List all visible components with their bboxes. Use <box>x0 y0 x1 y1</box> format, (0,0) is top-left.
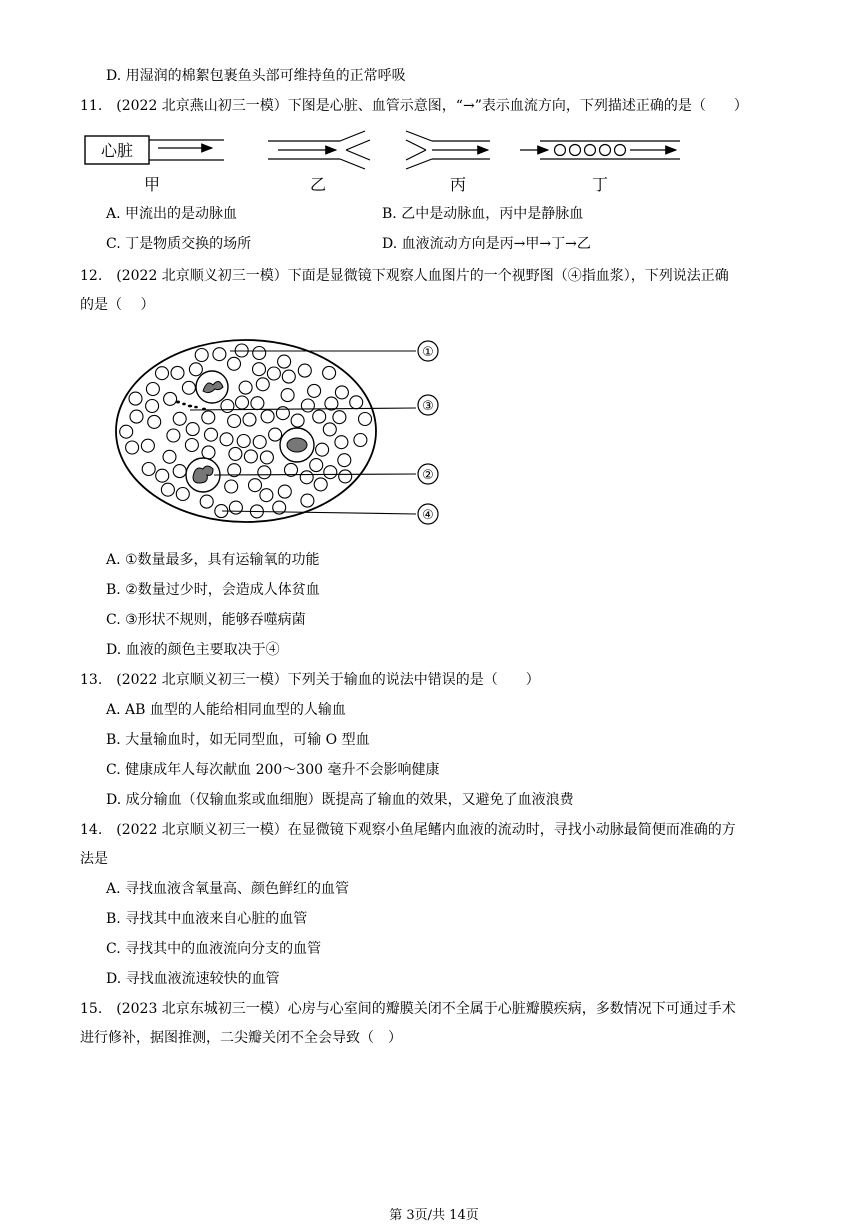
q11-figure <box>0 128 868 203</box>
callout-4 <box>418 504 438 524</box>
red-blood-cell <box>300 471 313 484</box>
red-blood-cell <box>260 489 273 502</box>
q12-option-d: D. 血液的颜色主要取决于④ <box>106 642 280 658</box>
red-blood-cell <box>129 392 142 405</box>
red-blood-cell <box>359 413 372 426</box>
red-blood-cell <box>316 443 329 456</box>
red-blood-cell <box>301 494 314 507</box>
red-blood-cell <box>220 433 233 446</box>
red-blood-cell <box>185 439 198 452</box>
red-blood-cell <box>256 378 269 391</box>
q11-option-c: C. 丁是物质交换的场所 <box>106 236 252 252</box>
red-blood-cell <box>229 447 242 460</box>
red-blood-cell <box>278 355 291 368</box>
red-blood-cell <box>229 501 242 514</box>
red-blood-cell <box>323 366 336 379</box>
red-blood-cell <box>200 495 213 508</box>
q14-option-b: B. 寻找其中血液来自心脏的血管 <box>106 911 308 927</box>
red-blood-cell <box>142 463 155 476</box>
q10-option-d: D. 用湿润的棉絮包裹鱼头部可维持鱼的正常呼吸 <box>106 68 406 84</box>
callout-1-label: ① <box>422 345 434 360</box>
red-blood-cell <box>173 412 186 425</box>
red-blood-cell <box>338 454 351 467</box>
red-blood-cell <box>335 386 348 399</box>
vessel-bing <box>406 131 490 194</box>
red-blood-cell <box>324 466 337 479</box>
q13-option-c: C. 健康成年人每次献血 200～300 毫升不会影响健康 <box>106 762 440 778</box>
red-blood-cell <box>156 367 169 380</box>
q14-stem-line2: 法是 <box>80 851 108 867</box>
red-blood-cell <box>314 478 327 491</box>
red-blood-cell <box>333 411 346 424</box>
red-blood-cell <box>239 381 252 394</box>
red-blood-cell <box>164 392 177 405</box>
red-blood-cell <box>161 483 174 496</box>
q13-option-d: D. 成分输血（仅输血浆或血细胞）既提高了输血的效果，又避免了血液浪费 <box>106 792 574 808</box>
red-blood-cell <box>156 469 169 482</box>
red-blood-cell <box>269 428 282 441</box>
red-blood-cell <box>291 414 304 427</box>
microscope-field-circle <box>116 340 376 522</box>
red-blood-cell <box>120 425 133 438</box>
q12-option-a: A. ①数量最多，具有运输氧的功能 <box>106 552 320 568</box>
q12-stem-line1: 12. (2022 北京顺义初三一模）下面是显微镜下观察人血图片的一个视野图（④指血浆），下列说法正确 <box>80 268 729 284</box>
red-blood-cell <box>205 428 218 441</box>
red-blood-cell <box>260 451 273 464</box>
red-blood-cell <box>308 384 321 397</box>
red-blood-cell <box>236 396 249 409</box>
red-blood-cell <box>278 485 291 498</box>
red-blood-cell <box>186 423 199 436</box>
q15-stem-line2: 进行修补，据图推测，二尖瓣关闭不全会导致（ ） <box>80 1030 402 1046</box>
red-blood-cell <box>237 435 250 448</box>
page-footer: 第 3页/共 14页 <box>389 1208 479 1223</box>
red-blood-cell <box>141 439 154 452</box>
red-blood-cell <box>146 383 159 396</box>
red-blood-cell <box>148 415 161 428</box>
red-blood-cell <box>249 479 262 492</box>
heart-label: 心脏 <box>100 141 134 160</box>
capillary-ding <box>520 141 680 194</box>
red-blood-cell <box>126 441 139 454</box>
red-blood-cell <box>267 367 280 380</box>
blood-smear-figure <box>0 335 868 535</box>
red-blood-cell <box>258 466 271 479</box>
red-blood-cell <box>195 349 208 362</box>
callout-3 <box>418 395 438 415</box>
red-blood-cell <box>130 410 143 423</box>
platelets <box>176 401 206 411</box>
q11-option-b: B. 乙中是动脉血，丙中是静脉血 <box>382 206 584 222</box>
red-blood-cells <box>120 344 372 518</box>
red-blood-cell <box>244 450 257 463</box>
red-blood-cell <box>167 429 180 442</box>
q11-option-d: D. 血液流动方向是丙→甲→丁→乙 <box>382 236 591 252</box>
red-blood-cell <box>281 389 294 402</box>
red-blood-cell <box>202 411 215 424</box>
red-blood-cell <box>298 364 311 377</box>
red-blood-cell <box>202 446 215 459</box>
red-blood-cell <box>323 423 336 436</box>
q14-option-a: A. 寻找血液含氧量高、颜色鲜红的血管 <box>106 881 350 897</box>
red-blood-cell <box>171 366 184 379</box>
q14-option-d: D. 寻找血液流速较快的血管 <box>106 971 280 987</box>
red-blood-cell <box>282 370 295 383</box>
red-blood-cell <box>350 396 363 409</box>
heart-diagram <box>85 136 224 194</box>
callout-4-label: ④ <box>422 508 434 523</box>
white-blood-cell <box>196 371 228 403</box>
q11-stem: 11. (2022 北京燕山初三一模）下图是心脏、血管示意图，“→”表示血流方向，下列描述正确的是（ ） <box>80 98 748 114</box>
red-blood-cell <box>228 357 241 370</box>
red-blood-cell <box>335 436 348 449</box>
red-blood-cell <box>310 459 323 472</box>
red-blood-cell <box>189 363 202 376</box>
red-blood-cell <box>243 413 256 426</box>
red-blood-cell <box>253 347 266 360</box>
red-blood-cell <box>325 397 338 410</box>
red-blood-cell <box>253 436 266 449</box>
q11-option-a: A. 甲流出的是动脉血 <box>106 206 238 222</box>
q12-option-b: B. ②数量过少时，会造成人体贫血 <box>106 582 320 598</box>
red-blood-cell <box>225 480 238 493</box>
label-ding: 丁 <box>591 175 609 194</box>
red-blood-cell <box>176 488 189 501</box>
vessel-yi <box>268 131 370 194</box>
label-jia: 甲 <box>143 175 161 194</box>
q13-stem: 13. (2022 北京顺义初三一模）下列关于输血的说法中错误的是（ ） <box>80 672 540 688</box>
callout-2-label: ② <box>422 468 434 483</box>
red-blood-cell <box>213 348 226 361</box>
red-blood-cell <box>146 400 159 413</box>
red-blood-cell <box>261 410 274 423</box>
q14-option-c: C. 寻找其中的血液流向分支的血管 <box>106 941 322 957</box>
red-blood-cell <box>182 381 195 394</box>
red-blood-cell <box>228 415 241 428</box>
red-blood-cell <box>354 434 367 447</box>
red-blood-cell <box>163 450 176 463</box>
red-blood-cell <box>253 363 266 376</box>
q12-option-c: C. ③形状不规则，能够吞噬病菌 <box>106 612 306 628</box>
red-blood-cell <box>339 470 352 483</box>
callout-1 <box>418 341 438 361</box>
q14-stem-line1: 14. (2022 北京顺义初三一模）在显微镜下观察小鱼尾鳍内血液的流动时，寻找小动脉最简便而准确的方 <box>80 822 736 838</box>
q12-stem-line2: 的是（ ） <box>80 297 155 313</box>
red-blood-cell <box>313 410 326 423</box>
q15-stem-line1: 15. (2023 北京东城初三一模）心房与心室间的瓣膜关闭不全属于心脏瓣膜疾病，多数情况下可通过手术 <box>80 1001 736 1017</box>
q13-option-b: B. 大量输血时，如无同型血，可输 O 型血 <box>106 732 370 748</box>
white-blood-cell <box>280 428 314 462</box>
callout-2 <box>418 464 438 484</box>
label-yi: 乙 <box>309 175 327 194</box>
label-bing: 丙 <box>449 175 467 194</box>
red-blood-cell <box>221 400 234 413</box>
red-blood-cell <box>301 399 314 412</box>
red-blood-cell <box>173 465 186 478</box>
q13-option-a: A. AB 血型的人能给相同血型的人输血 <box>106 702 346 718</box>
callout-3-label: ③ <box>422 399 434 414</box>
red-blood-cell <box>251 397 264 410</box>
